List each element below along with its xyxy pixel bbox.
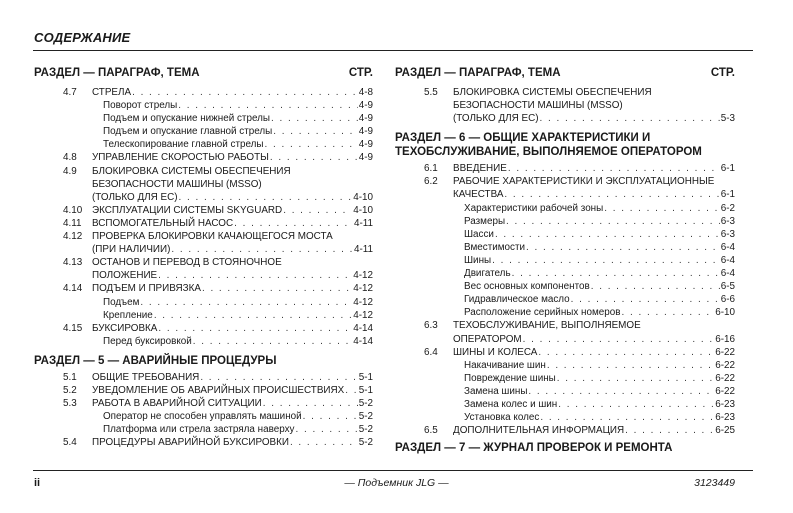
column-header	[395, 66, 735, 80]
entry-number: 4.13	[63, 257, 83, 269]
toc-subentry[interactable]	[395, 293, 735, 306]
entry-title: Гидравлическое масло	[464, 294, 570, 306]
leader-dots	[234, 217, 353, 230]
toc-group	[395, 346, 735, 438]
entry-title: Телескопирование главной стрелы	[103, 139, 264, 151]
entry-title-cont: КАЧЕСТВА	[453, 189, 504, 201]
toc-multiline-entry[interactable]	[395, 86, 735, 125]
entry-title: РАБОЧИЕ ХАРАКТЕРИСТИКИ И ЭКСПЛУАТАЦИОННЫЕ	[453, 176, 715, 188]
toc-group	[34, 204, 373, 230]
document-number: 3123449	[694, 477, 735, 489]
entry-number: 6.4	[424, 346, 438, 358]
footer-title: — Подъемник JLG —	[344, 477, 449, 489]
entry-page: 6-22	[715, 359, 735, 371]
leader-dots	[558, 398, 714, 411]
leader-dots	[540, 411, 714, 424]
entry-page: 5-1	[358, 384, 373, 396]
column-header-page: СТР.	[348, 67, 373, 79]
column-header	[34, 66, 373, 80]
entry-title: ДОПОЛНИТЕЛЬНАЯ ИНФОРМАЦИЯ	[453, 425, 625, 437]
entry-title: Подъем	[103, 296, 140, 308]
entry-title: ПОДЪЕМ И ПРИВЯЗКА	[92, 283, 201, 295]
leader-dots	[154, 309, 352, 322]
entry-page: 6-10	[715, 307, 735, 319]
leader-dots	[270, 151, 358, 164]
toc-subentry[interactable]	[34, 309, 373, 322]
toc-entry[interactable]	[34, 217, 373, 230]
entry-number: 4.8	[63, 152, 77, 164]
entry-page: 4-14	[353, 322, 373, 334]
toc-entry[interactable]	[34, 436, 373, 449]
toc-entry[interactable]	[395, 346, 735, 359]
entry-page: 6-22	[715, 385, 735, 397]
entry-title: Подъем и опускание главной стрелы	[103, 126, 273, 138]
toc-subentry[interactable]	[34, 138, 373, 151]
entry-page: 5-2	[358, 424, 373, 436]
toc-entry[interactable]	[34, 86, 373, 99]
entry-number: 4.7	[63, 87, 77, 98]
section-7-title: РАЗДЕЛ — 7 — ЖУРНАЛ ПРОВЕРОК И РЕМОНТА	[395, 442, 673, 455]
entry-number: 4.11	[63, 217, 82, 229]
leader-dots	[273, 125, 357, 138]
entry-title-cont: (ТОЛЬКО ДЛЯ ЕС)	[92, 191, 178, 203]
toc-entry[interactable]	[34, 384, 373, 397]
entry-title: БЛОКИРОВКА СИСТЕМЫ ОБЕСПЕЧЕНИЯ	[92, 165, 291, 177]
entry-number: 4.15	[63, 322, 83, 334]
toc-right-column	[395, 66, 735, 458]
entry-page: 6-5	[720, 281, 735, 293]
entry-title: РАБОТА В АВАРИЙНОЙ СИТУАЦИИ	[92, 398, 262, 410]
entry-page: 6-6	[720, 294, 735, 306]
toc-entry[interactable]	[34, 322, 373, 335]
entry-title: Двигатель	[464, 268, 511, 280]
leader-dots	[265, 138, 358, 151]
entry-number: 6.5	[424, 425, 438, 437]
entry-title-cont: ОПЕРАТОРОМ	[453, 333, 522, 345]
toc-subentry[interactable]	[34, 296, 373, 309]
toc-group	[395, 202, 735, 320]
section-heading	[34, 354, 373, 368]
entry-title: УВЕДОМЛЕНИЕ ОБ АВАРИЙНЫХ ПРОИСШЕСТВИЯХ	[92, 384, 345, 396]
leader-dots	[540, 112, 720, 125]
entry-title: Подъем и опускание нижней стрелы	[103, 113, 270, 125]
header-divider	[33, 50, 753, 51]
leader-dots	[625, 424, 714, 437]
leader-dots	[295, 423, 357, 436]
entry-title: СТРЕЛА	[92, 87, 132, 98]
toc-subentry[interactable]	[395, 359, 735, 372]
leader-dots	[528, 385, 714, 398]
entry-title: ПРОВЕРКА БЛОКИРОВКИ КАЧАЮЩЕГОСЯ МОСТА	[92, 231, 333, 243]
leader-dots	[591, 280, 720, 293]
section-heading	[395, 441, 735, 455]
entry-title: БЛОКИРОВКА СИСТЕМЫ ОБЕСПЕЧЕНИЯ	[453, 87, 652, 98]
leader-dots	[345, 384, 357, 397]
entry-title: ОСТАНОВ И ПЕРЕВОД В СТОЯНОЧНОЕ	[92, 257, 282, 269]
toc-left-column	[34, 66, 373, 449]
toc-group	[34, 371, 373, 450]
entry-page: 4-9	[358, 126, 373, 138]
leader-dots	[526, 241, 720, 254]
entry-title: Повреждение шины	[464, 372, 556, 384]
toc-subentry[interactable]	[395, 306, 735, 319]
entry-number: 5.4	[63, 437, 77, 449]
entry-page: 4-11	[353, 217, 373, 229]
entry-page: 5-1	[358, 371, 373, 383]
entry-page: 6-4	[720, 268, 735, 280]
section-5-title: РАЗДЕЛ — 5 — АВАРИЙНЫЕ ПРОЦЕДУРЫ	[34, 354, 277, 367]
entry-number: 6.1	[424, 163, 438, 175]
entry-page: 5-2	[358, 411, 373, 423]
entry-title-cont: БЕЗОПАСНОСТИ МАШИНЫ (MSSO)	[453, 100, 623, 112]
entry-title-cont: ПОЛОЖЕНИЕ	[92, 270, 158, 282]
leader-dots	[504, 188, 719, 201]
entry-number: 6.3	[424, 320, 438, 332]
leader-dots	[571, 293, 720, 306]
toc-subentry[interactable]	[395, 411, 735, 424]
toc-entry[interactable]	[34, 371, 373, 384]
entry-title: Установка колес	[464, 412, 540, 424]
entry-page: 4-9	[358, 100, 373, 112]
toc-multiline-entry[interactable]	[34, 256, 373, 282]
leader-dots	[547, 359, 714, 372]
entry-page: 5-2	[358, 398, 373, 410]
entry-number: 4.14	[63, 283, 83, 295]
entry-page: 6-3	[720, 215, 735, 227]
entry-title: Крепление	[103, 309, 153, 321]
leader-dots	[604, 202, 719, 215]
entry-title: Расположение серийных номеров	[464, 307, 621, 319]
entry-page: 4-11	[353, 244, 373, 256]
entry-page: 6-1	[720, 189, 735, 201]
leader-dots	[523, 333, 715, 346]
entry-page: 4-12	[353, 270, 373, 282]
entry-title: УПРАВЛЕНИЕ СКОРОСТЬЮ РАБОТЫ	[92, 152, 269, 164]
leader-dots	[158, 322, 352, 335]
entry-page: 6-1	[720, 163, 735, 175]
toc-subentry[interactable]	[34, 125, 373, 138]
toc-entry[interactable]	[395, 424, 735, 437]
leader-dots	[140, 296, 352, 309]
entry-title: Характеристики рабочей зоны	[464, 202, 604, 214]
entry-title: Замена шины	[464, 385, 528, 397]
entry-number: 5.1	[63, 371, 77, 383]
entry-title: Поворот стрелы	[103, 100, 178, 112]
toc-multiline-entry[interactable]	[395, 175, 735, 201]
entry-page: 6-2	[720, 202, 735, 214]
page-title: СОДЕРЖАНИЕ	[34, 30, 131, 45]
entry-title: Размеры	[464, 215, 506, 227]
leader-dots	[508, 162, 720, 175]
toc-entry[interactable]	[395, 162, 735, 175]
entry-title: ШИНЫ И КОЛЕСА	[453, 346, 538, 358]
toc-group	[34, 282, 373, 347]
toc-subentry[interactable]	[34, 99, 373, 112]
toc-multiline-entry[interactable]	[395, 319, 735, 345]
entry-page: 4-12	[353, 309, 373, 321]
toc-subentry[interactable]	[395, 398, 735, 411]
entry-title: Оператор не способен управлять машиной	[103, 411, 302, 423]
section-6-title-cont: ТЕХОБСЛУЖИВАНИЕ, ВЫПОЛНЯЕМОЕ ОПЕРАТОРОМ	[395, 146, 702, 159]
column-header-title: РАЗДЕЛ — ПАРАГРАФ, ТЕМА	[34, 67, 200, 79]
entry-page: 4-12	[353, 296, 373, 308]
entry-title-cont: БЕЗОПАСНОСТИ МАШИНЫ (MSSO)	[92, 178, 262, 190]
leader-dots	[179, 191, 353, 204]
entry-number: 5.5	[424, 87, 438, 98]
entry-page: 6-25	[715, 425, 735, 437]
leader-dots	[557, 372, 714, 385]
leader-dots	[200, 371, 357, 384]
toc-subentry[interactable]	[395, 215, 735, 228]
entry-title: ТЕХОБСЛУЖИВАНИЕ, ВЫПОЛНЯЕМОЕ	[453, 320, 641, 332]
leader-dots	[263, 397, 358, 410]
footer-divider	[33, 470, 753, 471]
entry-page: 5-2	[358, 437, 373, 449]
entry-page: 4-8	[358, 87, 373, 98]
toc-entry[interactable]	[34, 397, 373, 410]
leader-dots	[622, 306, 715, 319]
leader-dots	[132, 86, 358, 99]
entry-page: 4-12	[353, 283, 373, 295]
toc-subentry[interactable]	[395, 254, 735, 267]
toc-subentry[interactable]	[34, 410, 373, 423]
toc-group	[395, 162, 735, 175]
entry-title: Перед буксировкой	[103, 335, 192, 347]
page-number: ii	[34, 477, 41, 489]
entry-title-cont: (ТОЛЬКО ДЛЯ ЕС)	[453, 113, 539, 125]
entry-page: 6-3	[720, 228, 735, 240]
toc-subentry[interactable]	[34, 335, 373, 348]
entry-number: 6.2	[424, 176, 438, 188]
toc-subentry[interactable]	[34, 112, 373, 125]
entry-page: 4-10	[353, 204, 373, 216]
leader-dots	[506, 215, 720, 228]
entry-title: Шасси	[464, 228, 494, 240]
entry-title: ВВЕДЕНИЕ	[453, 163, 507, 175]
leader-dots	[193, 335, 352, 348]
entry-number: 4.10	[63, 204, 83, 216]
entry-title: ПРОЦЕДУРЫ АВАРИЙНОЙ БУКСИРОВКИ	[92, 437, 289, 449]
toc-subentry[interactable]	[395, 267, 735, 280]
entry-page: 6-22	[715, 346, 735, 358]
entry-page: 4-9	[358, 139, 373, 151]
entry-page: 4-14	[353, 335, 373, 347]
entry-number: 5.3	[63, 398, 77, 410]
leader-dots	[512, 267, 720, 280]
entry-page: 6-22	[715, 372, 735, 384]
leader-dots	[158, 269, 352, 282]
entry-page: 6-4	[720, 254, 735, 266]
leader-dots	[303, 410, 358, 423]
leader-dots	[202, 282, 352, 295]
entry-title: Шины	[464, 254, 492, 266]
column-header-title: РАЗДЕЛ — ПАРАГРАФ, ТЕМА	[395, 67, 561, 79]
toc-entry[interactable]	[34, 204, 373, 217]
toc-group	[34, 86, 373, 165]
leader-dots	[178, 99, 357, 112]
entry-page: 6-23	[715, 412, 735, 424]
entry-title: ВСПОМОГАТЕЛЬНЫЙ НАСОС	[92, 217, 234, 229]
toc-subentry[interactable]	[395, 385, 735, 398]
entry-page: 6-23	[715, 398, 735, 410]
section-heading	[395, 131, 735, 159]
entry-page: 6-16	[715, 333, 735, 345]
entry-page: 5-3	[720, 113, 735, 125]
entry-number: 4.9	[63, 165, 77, 177]
entry-page: 4-9	[358, 113, 373, 125]
leader-dots	[271, 112, 358, 125]
leader-dots	[538, 346, 714, 359]
toc-multiline-entry[interactable]	[34, 165, 373, 204]
column-header-page: СТР.	[710, 67, 735, 79]
toc-subentry[interactable]	[395, 228, 735, 241]
entry-title: ОБЩИЕ ТРЕБОВАНИЯ	[92, 371, 200, 383]
entry-title: Вместимости	[464, 241, 525, 253]
entry-page: 6-4	[720, 241, 735, 253]
toc-subentry[interactable]	[395, 280, 735, 293]
entry-title: Вес основных компонентов	[464, 281, 590, 293]
entry-page: 4-10	[353, 191, 373, 203]
toc-subentry[interactable]	[395, 241, 735, 254]
entry-title: Замена колес и шин	[464, 398, 558, 410]
entry-title: Платформа или стрела застряла наверху	[103, 424, 295, 436]
entry-number: 4.12	[63, 231, 83, 243]
entry-title: Накачивание шин	[464, 359, 546, 371]
toc-multiline-entry[interactable]	[34, 230, 373, 256]
entry-title: БУКСИРОВКА	[92, 322, 158, 334]
toc-subentry[interactable]	[395, 372, 735, 385]
toc-entry[interactable]	[34, 282, 373, 295]
leader-dots	[492, 254, 720, 267]
entry-page: 4-9	[358, 152, 373, 164]
leader-dots	[290, 436, 358, 449]
leader-dots	[283, 204, 352, 217]
toc-subentry[interactable]	[395, 202, 735, 215]
toc-entry[interactable]	[34, 151, 373, 164]
toc-subentry[interactable]	[34, 423, 373, 436]
entry-number: 5.2	[63, 384, 77, 396]
leader-dots	[171, 243, 353, 256]
entry-title-cont: (ПРИ НАЛИЧИИ)	[92, 244, 171, 256]
section-6-title: РАЗДЕЛ — 6 — ОБЩИЕ ХАРАКТЕРИСТИКИ И	[395, 132, 651, 145]
entry-title: ЭКСПЛУАТАЦИИ СИСТЕМЫ SKYGUARD	[92, 204, 283, 216]
leader-dots	[495, 228, 720, 241]
